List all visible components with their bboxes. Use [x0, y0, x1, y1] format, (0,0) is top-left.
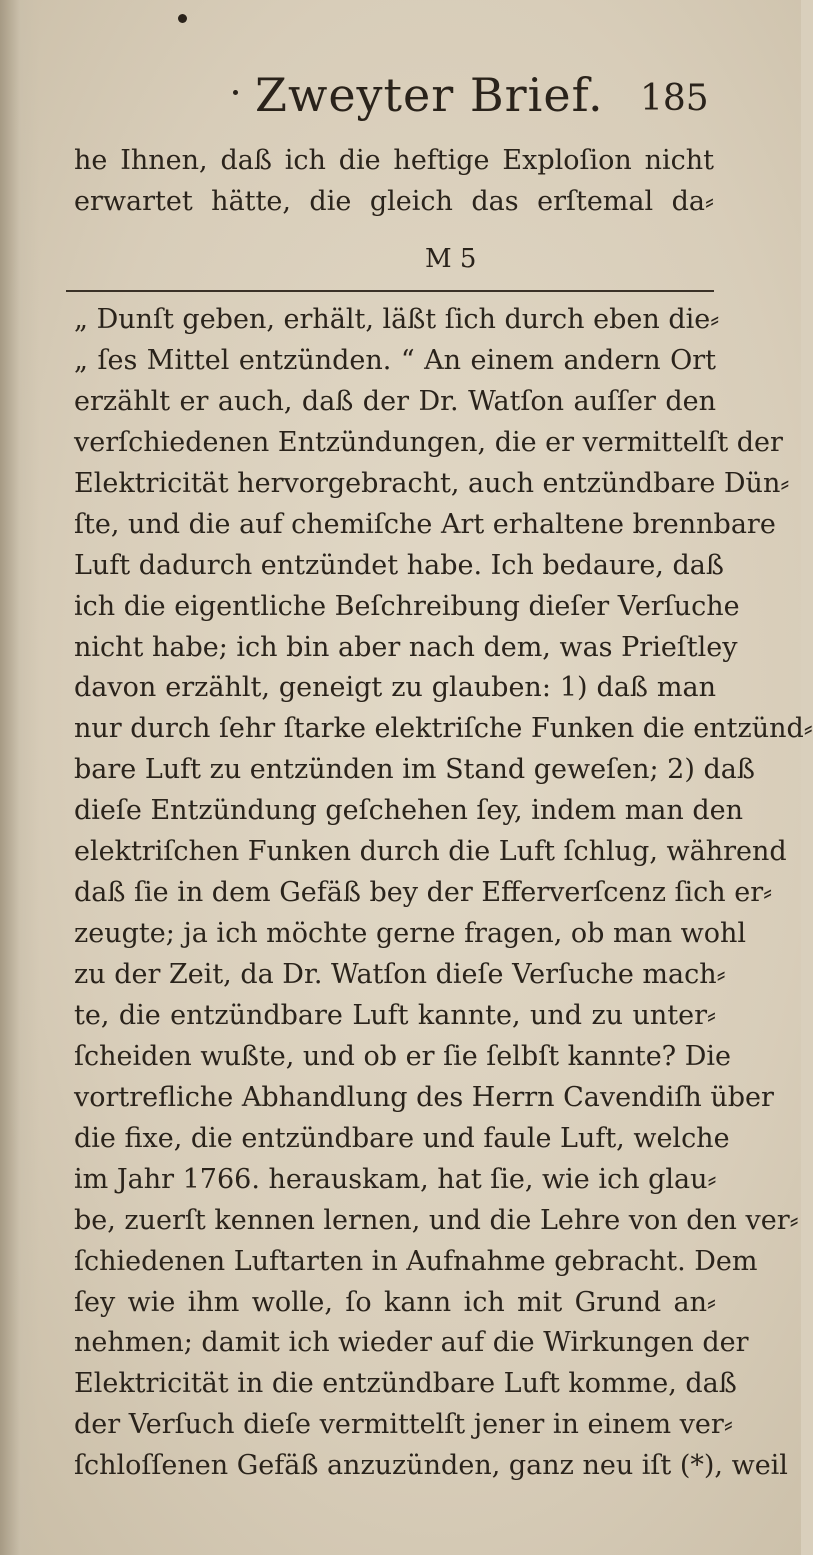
text-line: nehmen; damit ich wieder auf die Wirkungen der	[74, 1327, 749, 1359]
running-title: Zweyter Brief.	[255, 68, 604, 122]
text-line: ſte, und die auf chemiſche Art erhaltene brennbare	[74, 508, 776, 540]
text-line: im Jahr 1766. herauskam, hat ſie, wie ich glau⸗	[74, 1163, 717, 1195]
text-line: te, die entzündbare Luft kannte, und zu unter⸗	[74, 999, 716, 1031]
text-line: der Verſuch dieſe vermittelſt jener in einem ver⸗	[74, 1409, 733, 1441]
text-line: verſchiedenen Entzündungen, die er vermittelſt der	[74, 426, 783, 458]
signature-mark: M 5	[425, 244, 477, 274]
text-line: die fixe, die entzündbare und faule Luft, welche	[74, 1122, 730, 1154]
top-text-block	[74, 140, 714, 222]
text-line: dieſe Entzündung geſchehen ſey, indem man den	[74, 795, 744, 827]
text-line: daß ſie in dem Gefäß bey der Efferverſcenz ſich er⸗	[74, 877, 773, 909]
running-header	[0, 68, 801, 124]
text-line: ſey wie ihm wolle, ſo kann ich mit Grund an⸗	[74, 1286, 716, 1318]
text-line: nicht habe; ich bin aber nach dem, was Prieſtley	[74, 631, 738, 663]
text-line: erwartet hätte, die gleich das erſtemal da⸗	[74, 186, 714, 217]
header-bullet	[233, 90, 238, 95]
text-line: vortrefliche Abhandlung des Herrn Cavendiſh über	[74, 1081, 774, 1113]
text-line: ſchloſſenen Gefäß anzuzünden, ganz neu iſt (*), weil	[74, 1450, 788, 1482]
text-line: davon erzählt, geneigt zu glauben: 1) daß man	[74, 672, 716, 704]
text-line: be, zuerſt kennen lernen, und die Lehre von den ver⸗	[74, 1204, 799, 1236]
text-line: „ ſes Mittel entzünden. “ An einem andern Ort	[74, 344, 716, 376]
text-line: Elektricität hervorgebracht, auch entzündbare Dün⸗	[74, 467, 790, 499]
text-line: zu der Zeit, da Dr. Watſon dieſe Verſuche mach⸗	[74, 959, 726, 990]
page-gutter-shadow	[0, 0, 40, 1555]
body-text-block	[74, 300, 813, 1487]
text-line: ich die eigentliche Beſchreibung dieſer Verſuche	[74, 590, 740, 622]
text-line: Luft dadurch entzündet habe. Ich bedaure, daß	[74, 549, 724, 581]
text-line: zeugte; ja ich möchte gerne fragen, ob man wohl	[74, 918, 747, 950]
text-line: bare Luft zu entzünden im Stand geweſen; 2) daß	[74, 754, 755, 786]
text-line: elektriſchen Funken durch die Luft ſchlug, während	[74, 836, 787, 868]
text-line: erzählt er auch, daß der Dr. Watſon auſſer den	[74, 385, 716, 417]
page-number: 185	[640, 78, 709, 119]
separator-rule	[66, 290, 714, 292]
text-line: ſcheiden wußte, und ob er ſie ſelbſt kannte? Die	[74, 1040, 732, 1072]
text-line: ſchiedenen Luftarten in Aufnahme gebracht. Dem	[74, 1245, 758, 1277]
text-line: Elektricität in die entzündbare Luft komme, daß	[74, 1368, 737, 1400]
text-line: nur durch ſehr ſtarke elektriſche Funken die entzünd⸗	[74, 713, 813, 745]
text-line: he Ihnen, daß ich die heftige Exploſion nicht	[74, 145, 714, 176]
text-line: „ Dunſt geben, erhält, läßt ſich durch eben die⸗	[74, 304, 720, 335]
ink-spot	[178, 14, 187, 23]
